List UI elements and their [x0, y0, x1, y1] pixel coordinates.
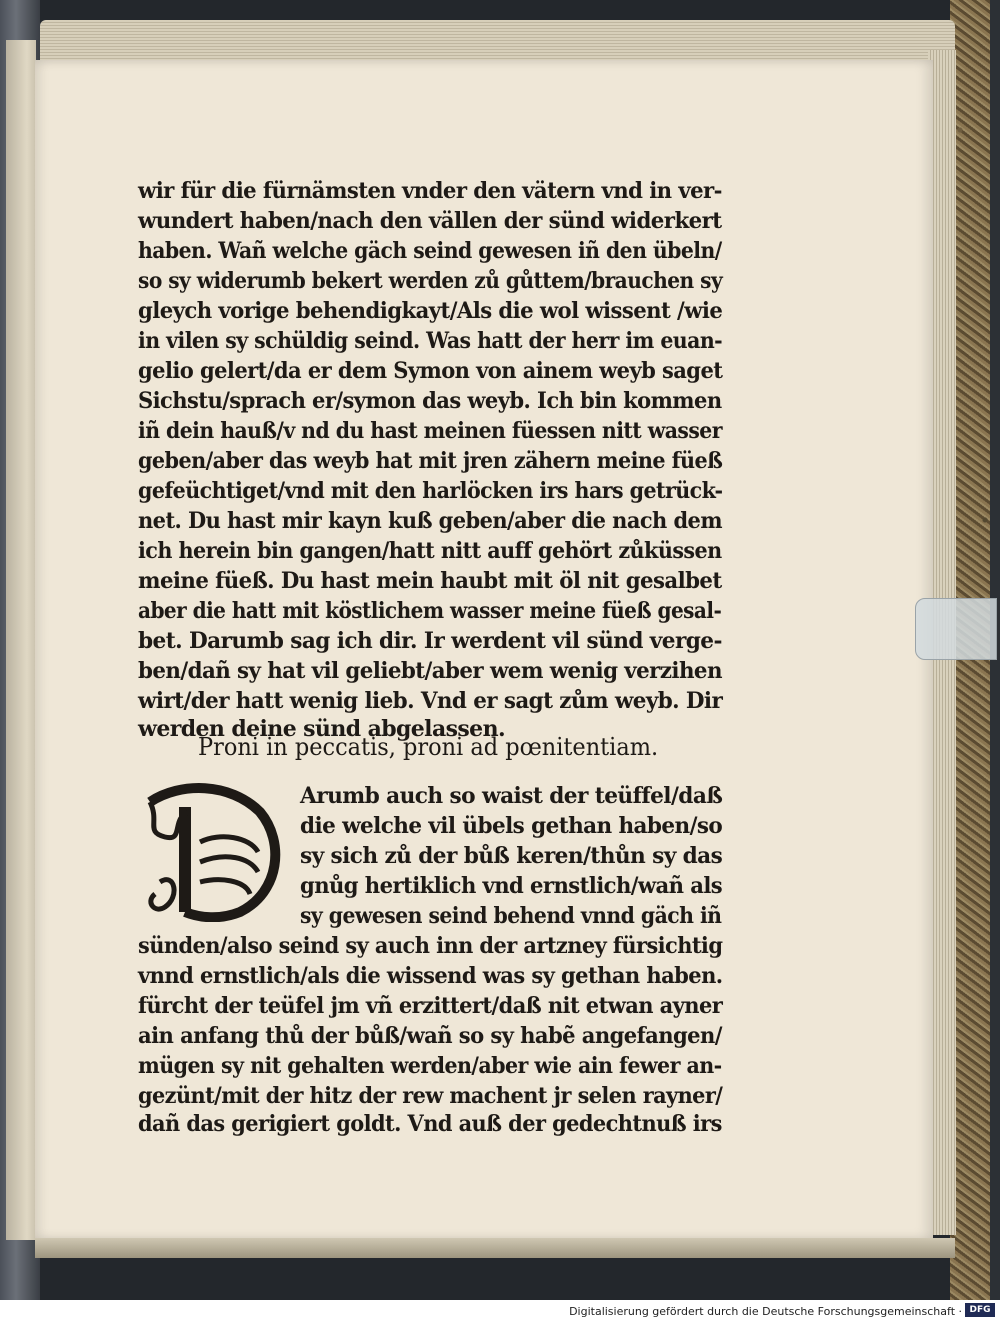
- text-line: ben/dañ sy hat vil geliebt/aber wem wenig verzihen: [138, 658, 722, 684]
- text-line: fürcht der teüfel jm vñ erzittert/daß nit etwan ayner: [138, 993, 723, 1019]
- text-line: werden deine sünd abgelassen.: [138, 716, 506, 742]
- dfg-logo: DFG: [965, 1303, 995, 1317]
- text-line: iñ dein hauß/v nd du hast meinen füessen nitt wasser: [138, 418, 722, 444]
- text-line: bet. Darumb sag ich dir. Ir werdent vil sünd verge-: [138, 628, 722, 654]
- facing-page-edge: [6, 40, 36, 1240]
- text-line: meine füeß. Du hast mein haubt mit öl nit gesalbet: [138, 568, 722, 594]
- page-stack-bottom: [35, 1238, 955, 1258]
- text-line: net. Du hast mir kayn kuß geben/aber die nach dem: [138, 508, 722, 534]
- text-line: Sichstu/sprach er/symon das weyb. Ich bin kommen: [138, 388, 722, 414]
- text-line: wir für die fürnämsten vnder den vätern vnd in ver-: [138, 178, 722, 204]
- text-line: so sy widerumb bekert werden zů gůttem/brauchen sy: [138, 268, 723, 294]
- text-line: die welche vil übels gethan haben/so: [300, 813, 723, 839]
- initial-letter: D: [215, 858, 232, 882]
- text-line: gefeüchtiget/vnd mit den harlöcken irs hars getrück-: [138, 478, 723, 504]
- text-line: wundert haben/nach den vällen der sünd widerkert: [138, 208, 722, 234]
- decorated-initial: [140, 782, 290, 922]
- text-line: gnůg hertiklich vnd ernstlich/wañ als: [300, 873, 723, 899]
- text-line: gleych vorige behendigkayt/Als die wol wissent /wie: [138, 298, 723, 324]
- section-heading: Proni in peccatis, proni ad pœnitentiam.: [198, 733, 659, 761]
- text-line: in vilen sy schüldig seind. Was hatt der herr im euan-: [138, 328, 723, 354]
- text-line: ich herein bin gangen/hatt nitt auff gehört zůküssen: [138, 538, 722, 564]
- plastic-tab: [915, 598, 997, 660]
- text-line: Arumb auch so waist der teüffel/daß: [300, 783, 723, 809]
- text-line: mügen sy nit gehalten werden/aber wie ain fewer an-: [138, 1053, 722, 1079]
- text-line: sünden/also seind sy auch inn der artzney fürsichtig: [138, 933, 723, 959]
- text-line: gezünt/mit der hitz der rew machent jr selen rayner/: [138, 1083, 723, 1109]
- text-line: ain anfang thů der bůß/wañ so sy habẽ angefangen/: [138, 1023, 722, 1049]
- text-line: sy gewesen seind behend vnnd gäch iñ: [300, 903, 722, 929]
- text-line: dañ das gerigiert goldt. Vnd auß der gedechtnuß irs: [138, 1111, 722, 1137]
- text-line: geben/aber das weyb hat mit jren zähern meine füeß: [138, 448, 723, 474]
- text-line: aber die hatt mit köstlichem wasser meine füeß gesal-: [138, 598, 722, 624]
- text-line: sy sich zů der bůß keren/thůn sy das: [300, 843, 723, 869]
- text-line: wirt/der hatt wenig lieb. Vnd er sagt zům weyb. Dir: [138, 688, 723, 714]
- footer-credit: Digitalisierung gefördert durch die Deutsche Forschungsgemeinschaft ·: [569, 1305, 962, 1318]
- text-line: gelio gelert/da er dem Symon von ainem weyb saget: [138, 358, 723, 384]
- text-line: vnnd ernstlich/als die wissend was sy gethan haben.: [138, 963, 723, 989]
- text-line: haben. Wañ welche gäch seind gewesen iñ den übeln/: [138, 238, 722, 264]
